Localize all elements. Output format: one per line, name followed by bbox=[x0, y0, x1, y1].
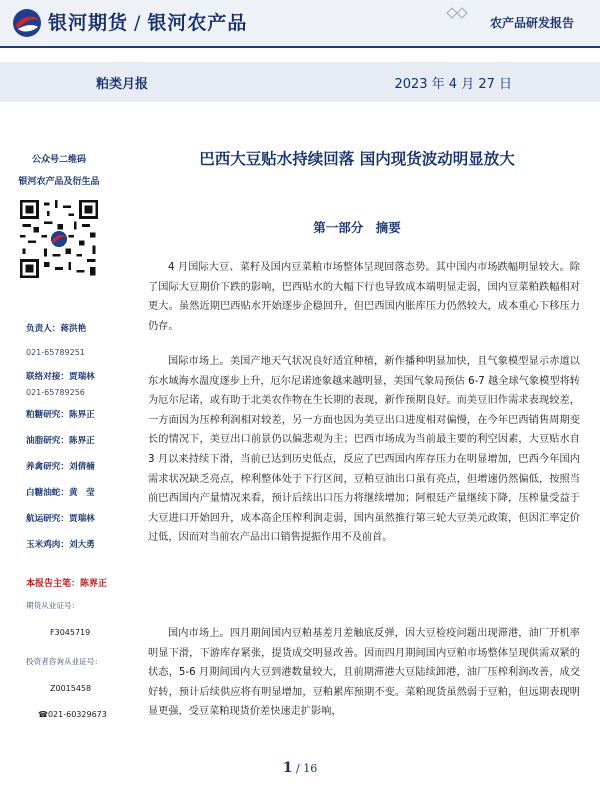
domestic-market-paragraph: 国内市场上。四月期间国内豆粕基差月差触底反弹，因大豆检疫问题出现滞港，油厂开机率明显下滑，下游库存紧张，提货成交明显改善。因而四月期间国内豆粕市场整体呈现供需双紧的状态，5-6 月期间国内大豆到港数量较大，且前期滞港大豆陆续卸港，油厂压榨利润改善，成交好转，预计后续供应将有明显增加，豆粕累库预期不变。菜粕现货虽然弱于豆粕，但远期表现明显更强，受豆菜粕现货价差快速走扩影响， bbox=[148, 628, 580, 718]
report-series: 粕类月报 bbox=[96, 77, 149, 92]
contact-corn-research: 玉米鸡肉：刘大勇 bbox=[26, 540, 95, 550]
page-number bbox=[0, 760, 600, 776]
summary-paragraph: 4 月国际大豆、菜籽及国内豆菜粕市场整体呈现回落态势。其中国内市场跌幅明显较大。除了国际大豆期价下跌的影响，巴西贴水的大幅下行也导致成本端明显走弱，国内豆菜粕跌幅相对更大。虽然近期巴西贴水开始逐步企稳回升，但巴西国内胀库压力仍然较大，成本重心下移压力仍存。 bbox=[148, 262, 580, 332]
contact-shipping-research: 航运研究：贾瑞林 bbox=[26, 514, 95, 524]
contact-liaison-phone: 021-65789256 bbox=[26, 388, 85, 397]
report-title: 巴西大豆贴水持续回落 国内现货波动明显放大 bbox=[199, 150, 515, 168]
brand-title bbox=[48, 8, 247, 35]
qr-title: 公众号二维码 bbox=[31, 155, 86, 165]
header-band bbox=[0, 0, 600, 46]
galaxy-logo-icon bbox=[12, 8, 42, 38]
qr-code-icon[interactable] bbox=[20, 200, 98, 278]
contact-oil-research: 油脂研究：陈界正 bbox=[26, 436, 95, 446]
brand-main: 银河期货 bbox=[48, 12, 129, 34]
report-type: 农产品研发报告 bbox=[489, 16, 574, 30]
consult-label: 投资者咨询从业证号： bbox=[26, 657, 102, 666]
contact-liaison: 联络对接：贾瑞林 bbox=[26, 372, 95, 382]
contact-lead-phone: 021-65789251 bbox=[26, 348, 85, 357]
brand-divider: / bbox=[134, 12, 142, 34]
main-author: 本报告主笔：陈界正 bbox=[26, 579, 108, 589]
sidebar bbox=[0, 138, 110, 738]
qualification-code: F3045719 bbox=[50, 628, 91, 637]
qualification-label: 期货从业证号： bbox=[26, 601, 80, 610]
page-total: / 16 bbox=[296, 762, 318, 775]
report-date: 2023 年 4 月 27 日 bbox=[394, 77, 512, 92]
contact-meal-research: 粕糖研究：陈界正 bbox=[26, 410, 95, 420]
section-title: 第一部分 摘要 bbox=[313, 220, 401, 235]
consult-code: Z0015458 bbox=[50, 684, 92, 693]
page-current: 1 bbox=[282, 760, 293, 776]
contact-sugar-research: 白糖油蛇：黄 莹 bbox=[26, 488, 95, 498]
header-divider bbox=[0, 46, 600, 48]
contact-lead: 负责人：蒋洪艳 bbox=[26, 324, 87, 334]
hotline: ☎021-60329673 bbox=[38, 710, 107, 719]
contact-poultry-research: 养禽研究：刘倩楠 bbox=[26, 462, 95, 472]
international-market-paragraph: 国际市场上。美国产地天气状况良好适宜种植，新作播种明显加快，且气象模型显示赤道以东水域海水温度逐步上升，厄尔尼诺迹象越来越明显，美国气象局预估 6-7 越全球气象模型将转为厄尔尼诺，或有助于北美农作物在生长期的表现，新作预期良好。而美豆旧作需求表现较差，一方面因为压榨利润相对较差，另一方面也因为美豆出口进度相对偏慢，在今年巴西销售周期变长的情况下，美豆出口前景仍以偏悲观为主；巴西市场成为当前最主要的利空因素，大豆贴水自 3 月以来持续下滑，当前已达到历史低点，反应了巴西国内库存压力在明显增加，巴西今年国内需求状况缺乏亮点，榨利整体处于下行区间，豆粕豆油出口虽有亮点，但增速仍然偏低，按照当前巴西国内产量情况来看，预计后续出口压力将继续增加；阿根廷产量继续下降，压榨量受益于大豆进口开始回升，成本高企压榨利润走弱，国内虽然推行第三轮大豆美元政策，但因汇率定价过低，因而对当前农产品出口销售提振作用不及前首。 bbox=[148, 356, 580, 544]
qr-subtitle: 银河农产品及衍生品 bbox=[18, 177, 100, 187]
diamond-decoration-icon bbox=[456, 7, 467, 18]
brand-sub: 银河农产品 bbox=[147, 12, 248, 34]
